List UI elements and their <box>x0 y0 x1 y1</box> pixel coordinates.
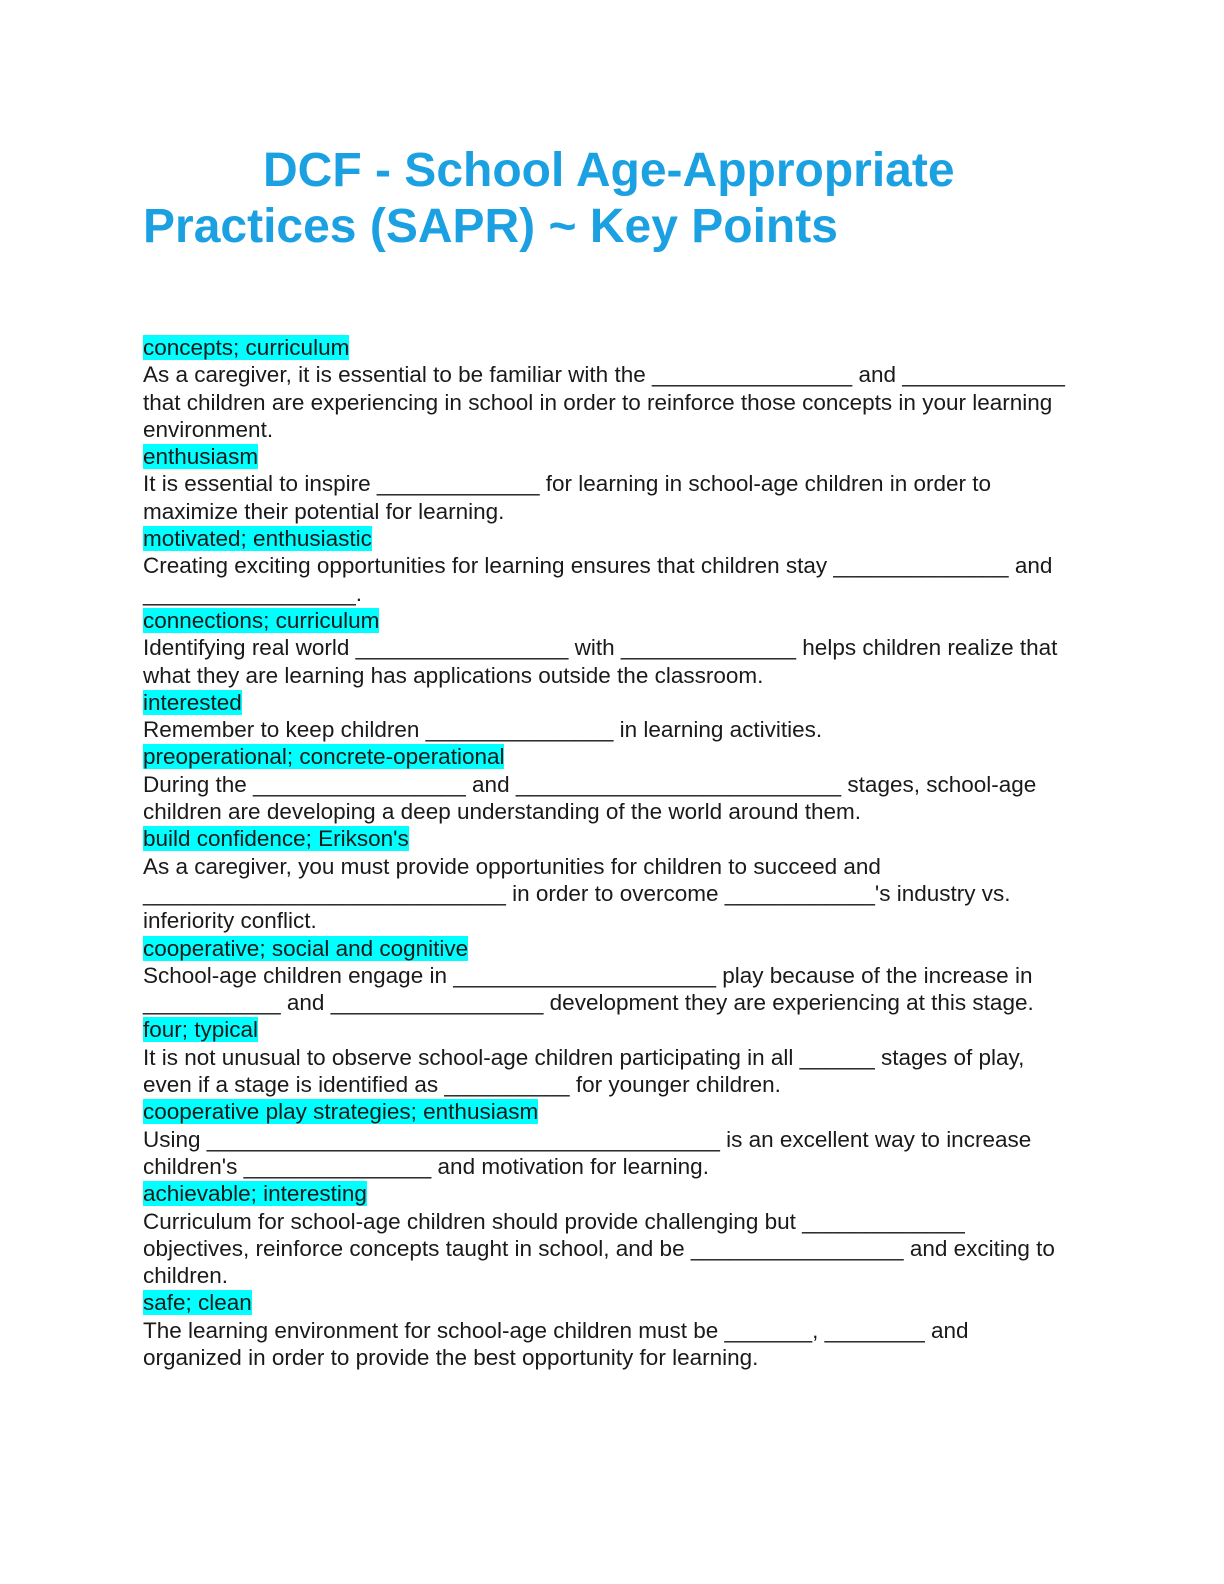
fill-in-question: Curriculum for school-age children should provide challenging but _____________ objectives, reinforce concepts taught in school, and be _________________ and exciting to children. <box>143 1208 1055 1289</box>
highlighted-answer: preoperational; concrete-operational <box>143 744 505 770</box>
key-point-item <box>143 607 1068 689</box>
key-points-list <box>143 334 1068 1371</box>
key-point-item <box>143 1016 1068 1098</box>
key-point-item <box>143 743 1068 825</box>
key-point-item <box>143 1098 1068 1180</box>
highlighted-answer: achievable; interesting <box>143 1181 367 1207</box>
highlighted-answer: four; typical <box>143 1017 259 1043</box>
fill-in-question: As a caregiver, it is essential to be familiar with the ________________ and _____________ that children are experiencing in school in order to reinforce those concepts in your learning environment. <box>143 362 1065 442</box>
fill-in-question: It is essential to inspire _____________ for learning in school-age children in order to maximize their potential for learning. <box>143 471 992 524</box>
fill-in-question: School-age children engage in _____________________ play because of the increase in ___________ and _________________ development they are experiencing at this stage. <box>143 962 1034 1016</box>
fill-in-question: During the _________________ and __________________________ stages, school-age children are developing a deep understanding of the world around them. <box>143 771 1037 825</box>
highlighted-answer: cooperative play strategies; enthusiasm <box>143 1099 539 1125</box>
highlighted-answer: concepts; curriculum <box>143 335 350 360</box>
fill-in-question: Remember to keep children _______________ in learning activities. <box>143 717 823 743</box>
key-point-item <box>143 334 1068 443</box>
fill-in-question: As a caregiver, you must provide opportunities for children to succeed and _____________________________ in order to overcome ____________'s industry vs. inferiority conflict. <box>143 853 1011 934</box>
key-point-item <box>143 825 1068 934</box>
highlighted-answer: safe; clean <box>143 1290 252 1316</box>
highlighted-answer: build confidence; Erikson's <box>143 826 409 852</box>
title-line-1: DCF - School Age-Appropriate <box>263 144 955 197</box>
highlighted-answer: connections; curriculum <box>143 607 380 633</box>
highlighted-answer: enthusiasm <box>143 444 259 470</box>
key-point-item <box>143 935 1068 1017</box>
highlighted-answer: motivated; enthusiastic <box>143 526 372 552</box>
fill-in-question: It is not unusual to observe school-age children participating in all ______ stages of play, even if a stage is identified as __________ for younger children. <box>143 1044 1025 1098</box>
document-title <box>143 143 1103 255</box>
fill-in-question: Creating exciting opportunities for learning ensures that children stay ______________ and _________________. <box>143 553 1053 606</box>
key-point-item <box>143 443 1068 525</box>
key-point-item <box>143 1289 1068 1371</box>
key-point-item <box>143 689 1068 744</box>
fill-in-question: The learning environment for school-age children must be _______, ________ and organized in order to provide the best opportunity for learning. <box>143 1317 969 1370</box>
highlighted-answer: cooperative; social and cognitive <box>143 935 469 961</box>
key-point-item <box>143 1180 1068 1289</box>
title-line-2: Practices (SAPR) ~ Key Points <box>143 200 838 253</box>
highlighted-answer: interested <box>143 689 242 715</box>
fill-in-question: Identifying real world _________________ with ______________ helps children realize that what they are learning has applications outside the classroom. <box>143 635 1058 688</box>
fill-in-question: Using _________________________________________ is an excellent way to increase children's _______________ and motivation for learning. <box>143 1126 1032 1179</box>
key-point-item <box>143 525 1068 607</box>
